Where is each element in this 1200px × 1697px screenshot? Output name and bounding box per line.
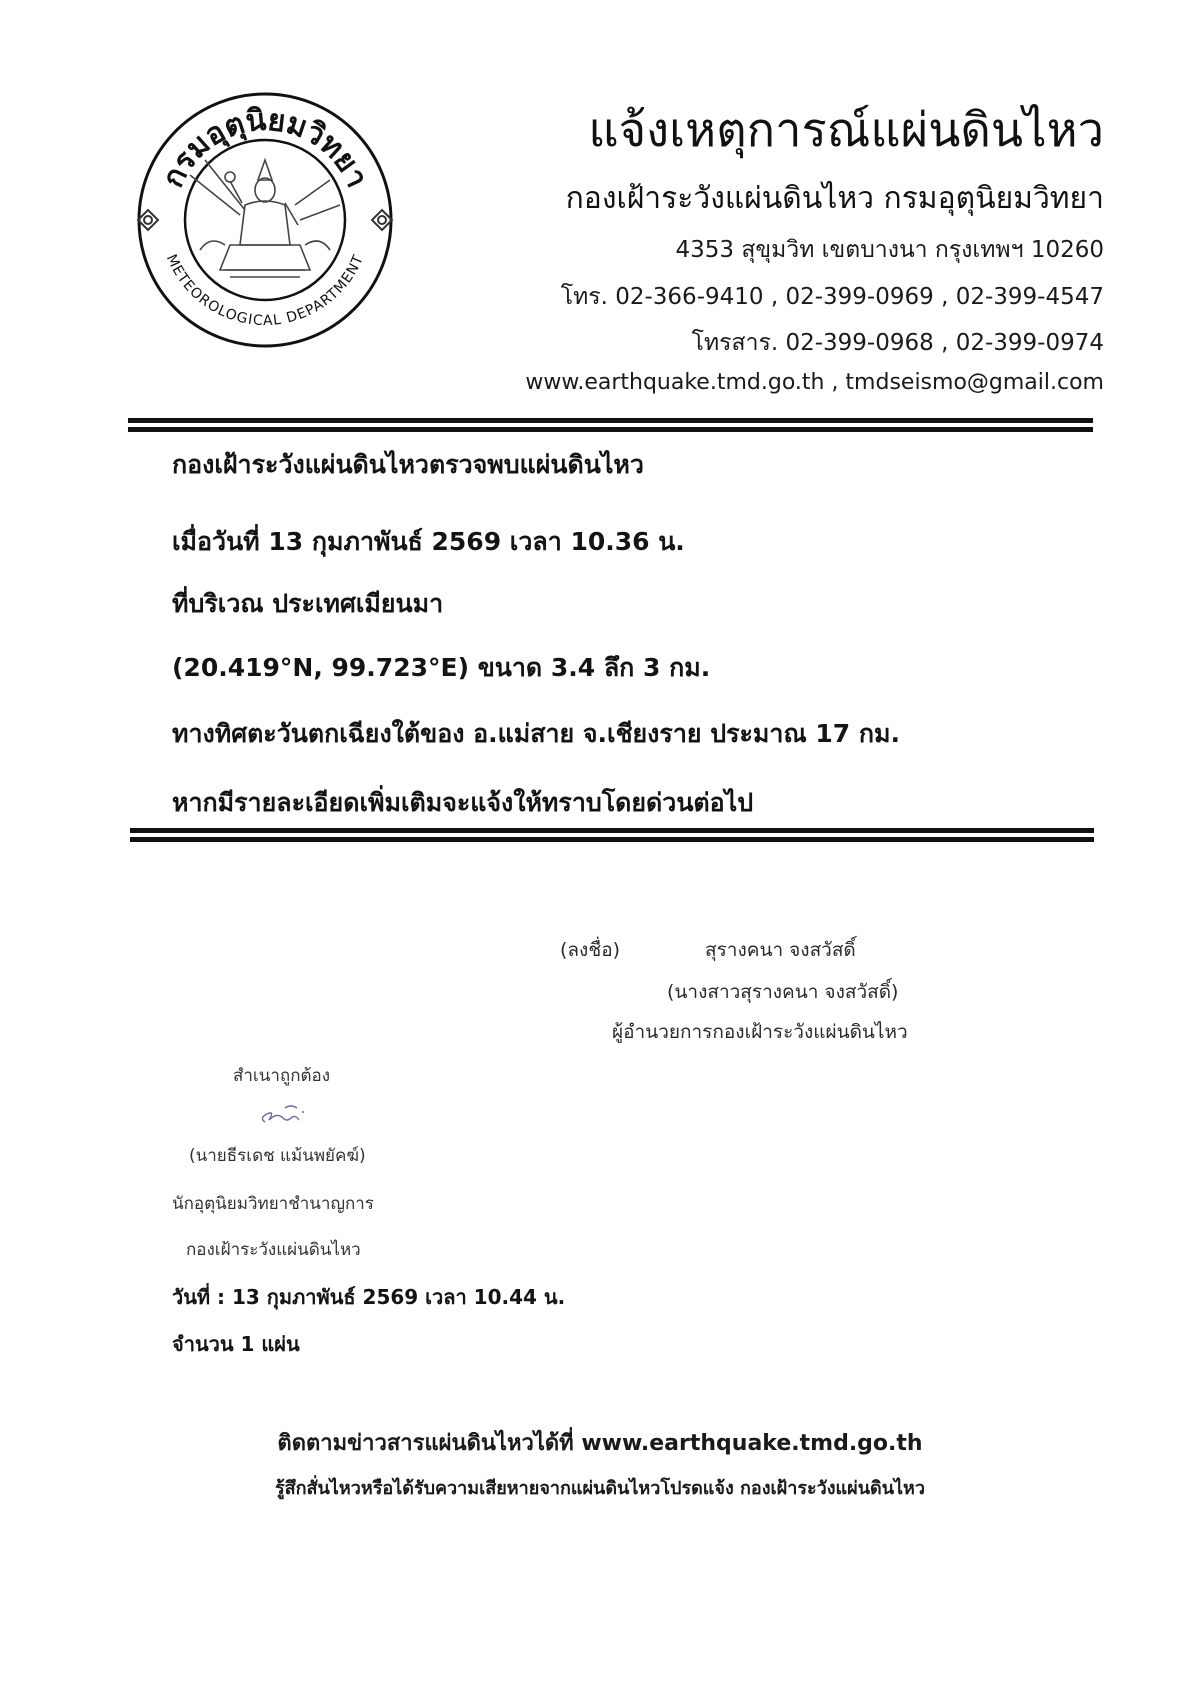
body-divider-bottom: [130, 837, 1094, 842]
signature-label: (ลงชื่อ): [560, 939, 621, 961]
fax-numbers: โทรสาร. 02-399-0968 , 02-399-0974: [691, 330, 1104, 356]
telephone-numbers: โทร. 02-366-9410 , 02-399-0969 , 02-399-4547: [560, 284, 1104, 310]
certifier-division: กองเฝ้าระวังแผ่นดินไหว: [186, 1240, 361, 1260]
website-email-link[interactable]: www.earthquake.tmd.go.th , tmdseismo@gmail.com: [525, 370, 1104, 395]
announcement-line-coordinates-magnitude: (20.419°N, 99.723°E) ขนาด 3.4 ลึก 3 กม.: [172, 653, 711, 682]
issued-datetime: วันที่ : 13 กุมภาพันธ์ 2569 เวลา 10.44 น.: [172, 1285, 566, 1309]
certified-copy-label: สำเนาถูกต้อง: [233, 1066, 331, 1086]
announcement-line-datetime: เมื่อวันที่ 13 กุมภาพันธ์ 2569 เวลา 10.36 น.: [172, 527, 685, 556]
footer-report-notice: รู้สึกสั่นไหวหรือได้รับความเสียหายจากแผ่นดินไหวโปรดแจ้ง กองเฝ้าระวังแผ่นดินไหว: [274, 1478, 926, 1499]
announcement-line-distance: ทางทิศตะวันตกเฉียงใต้ของ อ.แม่สาย จ.เชียงราย ประมาณ 17 กม.: [172, 719, 900, 748]
announcement-line-followup: หากมีรายละเอียดเพิ่มเติมจะแจ้งให้ทราบโดยด่วนต่อไป: [172, 788, 754, 817]
header-divider-bottom: [128, 427, 1093, 432]
footer-follow-news: ติดตามข่าวสารแผ่นดินไหวได้ที่ www.earthquake.tmd.go.th: [277, 1431, 923, 1456]
page-count: จำนวน 1 แผ่น: [172, 1332, 300, 1356]
seal-bottom-text: METEOROLOGICAL DEPARTMENT: [162, 252, 368, 330]
seal-top-text: กรมอุตุนิยมวิทยา: [155, 102, 375, 193]
signature-scribble-icon: [255, 1100, 315, 1132]
signatory-position: ผู้อำนวยการกองเฝ้าระวังแผ่นดินไหว: [612, 1021, 908, 1043]
svg-text:METEOROLOGICAL DEPARTMENT: [163, 252, 367, 329]
address: 4353 สุขุมวิท เขตบางนา กรุงเทพฯ 10260: [675, 237, 1104, 263]
announcement-line-detected: กองเฝ้าระวังแผ่นดินไหวตรวจพบแผ่นดินไหว: [172, 450, 644, 479]
header-divider-top: [128, 418, 1093, 423]
certifier-position: นักอุตุนิยมวิทยาชำนาญการ: [172, 1194, 374, 1214]
certifier-name: (นายธีรเดช แม้นพยัคฆ์): [189, 1146, 366, 1166]
seal-emblem-icon: [130, 85, 400, 355]
meteorological-department-seal: [130, 85, 400, 355]
signed-name: สุรางคนา จงสวัสดิ์: [705, 939, 856, 961]
signatory-full-name: (นางสาวสุรางคนา จงสวัสดิ์): [667, 981, 899, 1003]
body-divider-top: [130, 828, 1094, 833]
announcement-line-location: ที่บริเวณ ประเทศเมียนมา: [172, 589, 444, 618]
handwritten-signature: [255, 1100, 315, 1132]
department-name: กองเฝ้าระวังแผ่นดินไหว กรมอุตุนิยมวิทยา: [565, 181, 1104, 216]
document-title: แจ้งเหตุการณ์แผ่นดินไหว: [588, 103, 1104, 158]
